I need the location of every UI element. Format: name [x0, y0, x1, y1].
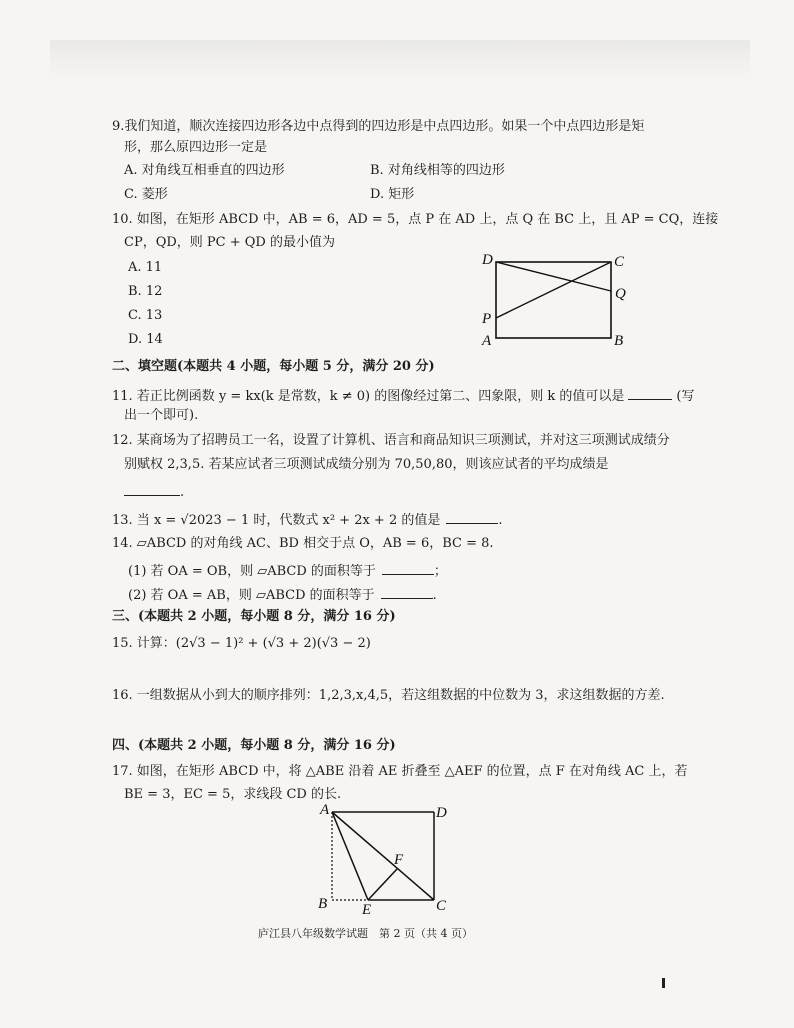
q13-tail: . [498, 513, 503, 528]
q11-text: 11. 若正比例函数 y = kx(k 是常数，k ≠ 0) 的图像经过第二、四象限，则 k 的值可以是 [112, 389, 625, 404]
segment-dq [496, 262, 611, 291]
q11-line2: 出一个即可). [124, 408, 199, 423]
label-a: A [320, 802, 330, 818]
q17-fold-figure [310, 800, 460, 920]
q17-line1: 17. 如图，在矩形 ABCD 中，将 △ABE 沿着 AE 折叠至 △AEF 的位置，点 F 在对角线 AC 上，若 [112, 764, 688, 779]
label-b: B [318, 896, 328, 912]
q10-line2: CP，QD，则 PC + QD 的最小值为 [124, 235, 335, 250]
q12-tail: . [180, 485, 185, 500]
label-e: E [362, 902, 372, 918]
q10-option-b: B. 12 [128, 284, 163, 299]
segment-ae [332, 812, 368, 900]
label-c: C [436, 898, 447, 914]
q10-option-d: D. 14 [128, 332, 163, 347]
q13-answer-blank[interactable] [446, 509, 498, 524]
segment-ef [368, 869, 397, 900]
q10-option-a: A. 11 [128, 260, 163, 275]
q14-sub1-tail: ； [433, 564, 447, 579]
scan-mark [662, 978, 665, 988]
section3-heading: 三、(本题共 2 小题，每小题 8 分，满分 16 分) [112, 609, 396, 624]
diagonal-ac [332, 812, 434, 900]
page-footer: 庐江县八年级数学试题 第 2 页（共 4 页） [258, 927, 473, 940]
q14-sub1-blank[interactable] [382, 560, 434, 575]
q9-option-b: B. 对角线相等的四边形 [370, 163, 505, 178]
q17-line2: BE = 3，EC = 5，求线段 CD 的长. [124, 787, 342, 802]
q14-sub2-text: (2) 若 OA = AB，则 ▱ABCD 的面积等于 [128, 588, 375, 603]
q9-line1: 9.我们知道，顺次连接四边形各边中点得到的四边形是中点四边形。如果一个中点四边形是矩 [112, 119, 645, 134]
q13-text: 13. 当 x = √2023 − 1 时，代数式 x² + 2x + 2 的值是 [112, 513, 441, 528]
q12-answer-blank[interactable] [124, 481, 180, 496]
q14-sub1-text: (1) 若 OA = OB，则 ▱ABCD 的面积等于 [128, 564, 376, 579]
q14-sub2-blank[interactable] [381, 584, 433, 599]
label-a: A [482, 333, 492, 349]
label-f: F [394, 852, 404, 868]
q9-line2: 形，那么原四边形一定是 [124, 140, 268, 155]
q11-line1 [112, 385, 694, 406]
section4-heading: 四、(本题共 2 小题，每小题 8 分，满分 16 分) [112, 738, 396, 753]
q11-answer-blank[interactable] [628, 385, 672, 400]
q10-rectangle-figure [476, 246, 636, 350]
q14-sub2-tail: . [432, 588, 437, 603]
label-d: D [436, 805, 447, 821]
scan-shadow [50, 40, 750, 80]
q10-line1: 10. 如图，在矩形 ABCD 中，AB = 6，AD = 5，点 P 在 AD 上，点 Q 在 BC 上，且 AP = CQ，连接 [112, 212, 719, 227]
section2-heading: 二、填空题(本题共 4 小题，每小题 5 分，满分 20 分) [112, 359, 435, 374]
q9-option-a: A. 对角线互相垂直的四边形 [124, 163, 285, 178]
q12-line3 [124, 481, 184, 502]
q14-sub2 [128, 584, 437, 605]
q9-option-c: C. 菱形 [124, 187, 168, 202]
q9-option-d: D. 矩形 [370, 187, 415, 202]
label-c: C [614, 254, 625, 270]
label-q: Q [615, 286, 626, 302]
segment-pc [496, 262, 611, 318]
q16-text: 16. 一组数据从小到大的顺序排列：1,2,3,x,4,5，若这组数据的中位数为 3，求这组数据的方差. [112, 688, 665, 703]
q14-line1: 14. ▱ABCD 的对角线 AC、BD 相交于点 O，AB = 6，BC = 8. [112, 536, 494, 551]
rectangle-abcd [496, 262, 611, 338]
q14-sub1 [128, 560, 447, 581]
q13-line [112, 509, 503, 530]
q15-text: 15. 计算：(2√3 − 1)² + (√3 + 2)(√3 − 2) [112, 636, 371, 651]
q10-option-c: C. 13 [128, 308, 163, 323]
q12-line2: 别赋权 2,3,5. 若某应试者三项测试成绩分别为 70,50,80，则该应试者的平均成绩是 [124, 457, 609, 472]
label-p: P [482, 311, 492, 327]
q11-tail: (写 [676, 389, 695, 404]
q12-line1: 12. 某商场为了招聘员工一名，设置了计算机、语言和商品知识三项测试，并对这三项测试成绩分 [112, 433, 670, 448]
label-b: B [614, 333, 624, 349]
label-d: D [482, 252, 493, 268]
